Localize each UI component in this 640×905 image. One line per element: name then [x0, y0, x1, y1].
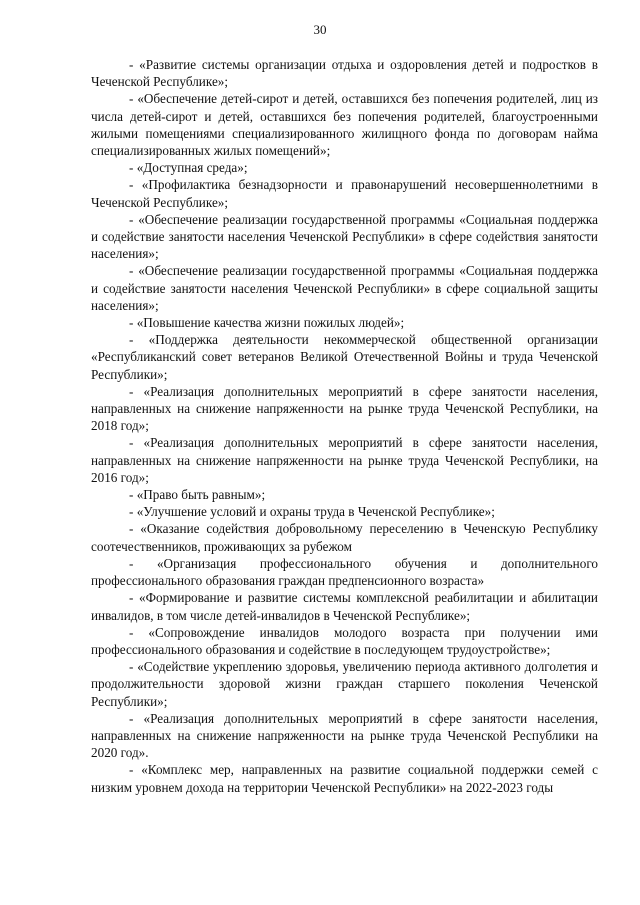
page-number: 30	[313, 22, 327, 37]
list-item: - «Обеспечение реализации государственной программы «Социальная поддержка и содействие занятости населения Чеченской Республики» в сфере содействия занятости населения»;	[91, 211, 598, 262]
list-item: - «Обеспечение реализации государственной программы «Социальная поддержка и содействие занятости населения Чеченской Республики» в сфере социальной защиты населения»;	[91, 263, 598, 313]
list-item: - «Реализация дополнительных мероприятий в сфере занятости населения, направленных на снижение напряженности на рынке труда Чеченской Республики, на 2016 год»;	[91, 435, 598, 485]
list-item: - «Формирование и развитие системы комплексной реабилитации и абилитации инвалидов, в том числе детей-инвалидов в Чеченской Республике»;	[91, 590, 598, 623]
list-item: - «Улучшение условий и охраны труда в Чеченской Республике»;	[129, 504, 495, 520]
list-item: - «Содействие укреплению здоровья, увеличению периода активного долголетия и продолжительности здоровой жизни граждан старшего поколения Чеченской Республики»;	[91, 659, 598, 709]
list-item: - «Сопровождение инвалидов молодого возраста при получении ими профессионального образования и содействие в последующем трудоустройстве»;	[91, 624, 598, 657]
list-item: - «Комплекс мер, направленных на развитие социальной поддержки семей с низким уровнем дохода на территории Чеченской Республики» на 2022-2023 годы	[91, 762, 598, 795]
list-item: - «Доступная среда»;	[129, 160, 248, 176]
list-item: - «Реализация дополнительных мероприятий в сфере занятости населения, направленных на снижение напряженности на рынке труда Чеченской Республики на 2020 год».	[91, 710, 598, 761]
list-item: - «Право быть равным»;	[129, 487, 266, 503]
list-item: - «Поддержка деятельности некоммерческой общественной организации «Республиканский совет ветеранов Великой Отечественной Войны и труда Чеченской Республики»;	[91, 332, 598, 382]
list-item: - «Оказание содействия добровольному переселению в Чеченскую Республику соотечественников, проживающих за рубежом	[91, 521, 598, 554]
list-item: - «Развитие системы организации отдыха и оздоровления детей и подростков в Чеченской Республике»;	[91, 57, 598, 90]
list-item: - «Повышение качества жизни пожилых людей»;	[129, 315, 405, 331]
list-item: - «Обеспечение детей-сирот и детей, оставшихся без попечения родителей, лиц из числа детей-сирот и детей, оставшихся без попечения родителей, благоустроенными жилыми помещениями специализированного жилищного фонда по договорам найма специализированных жилых помещений»;	[91, 91, 598, 159]
list-item: - «Реализация дополнительных мероприятий в сфере занятости населения, направленных на снижение напряженности на рынке труда Чеченской Республики, на 2018 год»;	[91, 383, 598, 434]
list-item: - «Организация профессионального обучения и дополнительного профессионального образования граждан предпенсионного возраста»	[91, 555, 598, 589]
program-list	[91, 56, 598, 796]
list-item: - «Профилактика безнадзорности и правонарушений несовершеннолетними в Чеченской Республике»;	[91, 177, 598, 210]
